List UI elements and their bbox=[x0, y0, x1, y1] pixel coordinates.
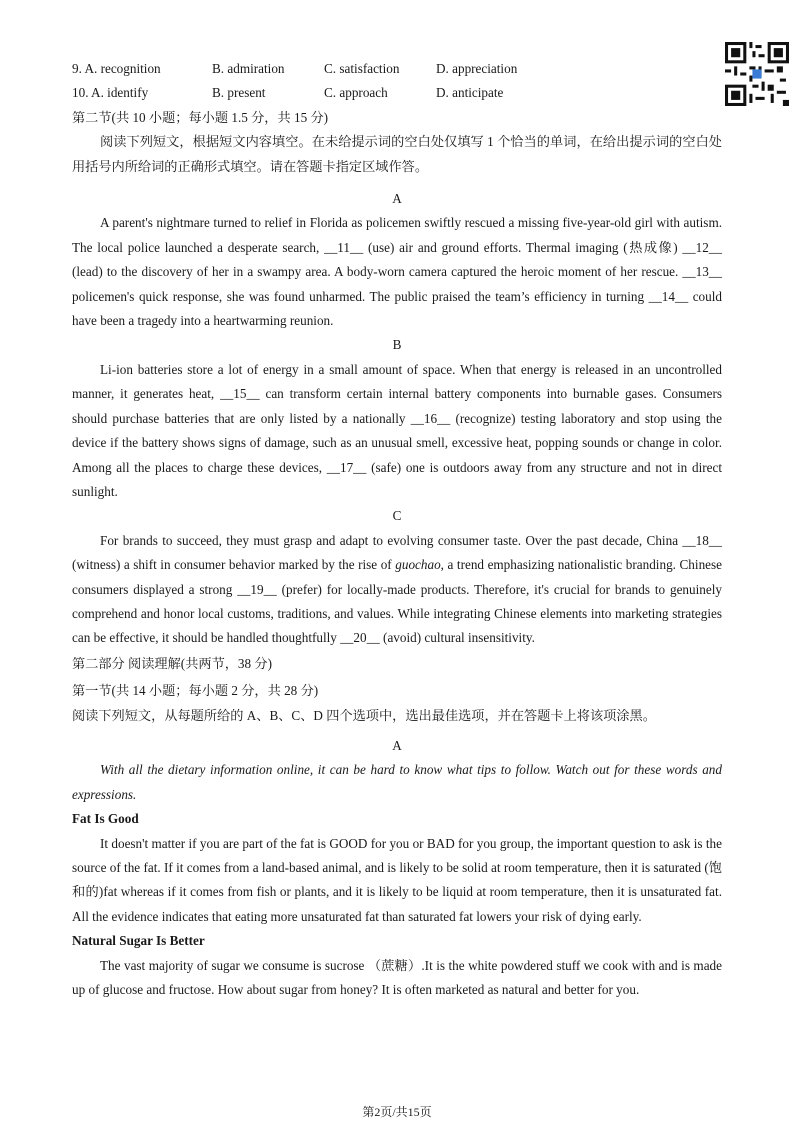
subsection-text: The vast majority of sugar we consume is sucrose （蔗糖）.It is the white powdered stuff we cook with and is made up of glucose and fructose. How about sugar from honey? It is often marketed as natural and better for you. bbox=[72, 957, 722, 998]
subsection-text: It doesn't matter if you are part of the fat is GOOD for you or BAD for you group, the important question to ask is the source of the fat. If it comes from a land-based animal, and is likely to be solid at room temperature, then it is saturated (饱和的)fat whereas if it comes from fish or plants, and it is likely to be liquid at room temperature, then it is unsaturated fat. All the evidence indicates that eating more unsaturated fat than saturated fat lowers your risk of dying early. bbox=[72, 835, 722, 924]
passage-label: B bbox=[392, 337, 402, 353]
passage-label: A bbox=[392, 191, 402, 207]
section-heading: 第一节(共 14 小题；每小题 2 分，共 28 分) bbox=[72, 683, 319, 699]
option-a: 10. A. identify bbox=[72, 85, 149, 101]
part-heading: 第二部分 阅读理解(共两节，38 分) bbox=[72, 655, 273, 671]
passage-text: Li-ion batteries store a lot of energy in a small amount of space. When that energy is released in an uncontrolled manner, it generates heat, __15__ can transform certain internal battery components into burnable gases. Consumers should purchase batteries that are only listed by a nationally __16__ (recognize) testing laboratory and stop using the device if the battery shows signs of damage, such as an unusual smell, excessive heat, popping sounds or change in color. Among all the places to charge these devices, __17__ (safe) one is outdoors away from any structure and not in direct sunlight. bbox=[72, 361, 722, 499]
passage-italic-term: guochao bbox=[395, 557, 441, 573]
passage-label: C bbox=[392, 508, 402, 524]
passage-text: A parent's nightmare turned to relief in Florida as policemen swiftly rescued a missing five-year-old girl with autism. The local police launched a desperate search, __11__ (use) air and ground efforts. Thermal imaging (热成像) __12__ (lead) to the discovery of her in a swampy area. A body-worn camera captured the heroic moment of her rescue. __13__ policemen's quick response, she was found unharmed. The public praised the team’s efficiency in turning __14__ could have been a tragedy into a heartwarming reunion. bbox=[72, 215, 722, 329]
option-b: B. admiration bbox=[212, 61, 285, 76]
question-9-options bbox=[72, 57, 722, 81]
passage-text-part: , a trend emphasizing nationalistic branding. Chinese consumers displayed a strong __19__ (prefer) for locally-made products. Therefore, it's crucial for brands to genuinely comprehend and honor local customs, traditions, and values. While integrating Chinese elements into marketing strategies can be effective, it should be handled thoughtfully __20__ (avoid) cultural insensitivity. bbox=[72, 557, 722, 646]
option-b: B. present bbox=[212, 85, 266, 101]
passage-text bbox=[72, 529, 722, 651]
page-number: 第2页/共15页 bbox=[362, 1105, 432, 1119]
question-10-options bbox=[72, 81, 722, 105]
passage-intro: With all the dietary information online, it can be hard to know what tips to follow. Watch out for these words and expressions. bbox=[72, 762, 722, 802]
option-d: D. appreciation bbox=[436, 61, 518, 76]
section-instructions: 阅读下列短文，从每题所给的 A、B、C、D 四个选项中，选出最佳选项，并在答题卡上将该项涂黑。 bbox=[72, 707, 656, 723]
passage-label: A bbox=[392, 737, 402, 753]
qr-code bbox=[725, 42, 789, 106]
subsection-title: Fat Is Good bbox=[72, 811, 139, 827]
document-body bbox=[72, 57, 722, 1002]
section-instructions: 阅读下列短文，根据短文内容填空。在未给提示词的空白处仅填写 1 个恰当的单词，在给出提示词的空白处用括号内所给词的正确形式填空。请在答题卡指定区域作答。 bbox=[72, 134, 722, 174]
option-a: 9. A. recognition bbox=[72, 61, 161, 76]
option-c: C. approach bbox=[324, 85, 388, 101]
subsection-title: Natural Sugar Is Better bbox=[72, 933, 205, 949]
option-c: C. satisfaction bbox=[324, 61, 400, 76]
section-heading: 第二节(共 10 小题；每小题 1.5 分，共 15 分) bbox=[72, 109, 329, 125]
passage-text-part: For brands to succeed, they must grasp and adapt to evolving consumer taste. Over the past decade, China __18__ (witness) a shift in consumer behavior marked by the rise of bbox=[72, 532, 722, 573]
option-d: D. anticipate bbox=[436, 85, 504, 101]
